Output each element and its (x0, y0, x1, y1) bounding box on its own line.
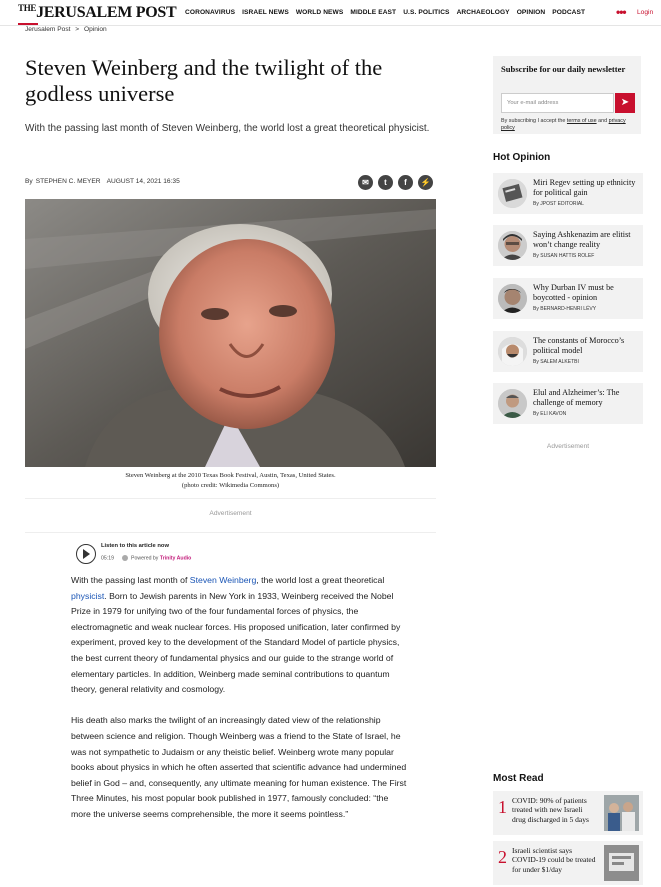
hot-opinion-author (533, 411, 566, 417)
most-read-title[interactable]: COVID: 90% of patients treated with new Israeli drug discharged in 5 days (512, 796, 589, 824)
audio-duration: 05:19 (101, 555, 114, 562)
newsletter-signup (493, 56, 641, 134)
divider (25, 532, 436, 533)
trinity-audio-link[interactable]: Trinity Audio (159, 555, 192, 562)
hot-opinion-author (533, 359, 579, 365)
breadcrumb-home[interactable]: Jerusalem Post (25, 26, 71, 33)
nav-item-podcast[interactable]: PODCAST (552, 9, 586, 16)
by-label: By (533, 201, 539, 207)
hot-opinion-heading: Hot Opinion (493, 152, 551, 163)
nav-item-world-news[interactable]: WORLD NEWS (295, 9, 344, 16)
main-nav (185, 9, 585, 16)
steven-weinberg-link[interactable]: Steven Weinberg (189, 575, 257, 585)
caption-text: Steven Weinberg at the 2010 Texas Book Festival, Austin, Texas, United States. (125, 472, 336, 479)
rank-number: 2 (498, 847, 507, 867)
hot-opinion-item[interactable] (493, 173, 643, 214)
login-link[interactable]: Login (637, 9, 654, 16)
newsletter-title: Subscribe for our daily newsletter (501, 64, 626, 74)
photo-credit: (photo credit: Wikimedia Commons) (181, 482, 280, 489)
text-run: . Born to Jewish parents in New York in 1933, Weinberg received the Nobel Prize in 1979 for unifying two of the four fundamental forces of physics, the electromagnetic and weak nuclear forces. His proposed unification, later confirmed by experiment, proved key to the development of the Standard Model of particle physics, the best current theory of fundamental physics and our guide to the strange world of elementary particles. In addition, Weinberg made seminal contributions to quantum theory, general relativity and cosmology. (71, 590, 401, 695)
twitter-share-icon[interactable]: t (378, 175, 393, 190)
author-avatar (498, 337, 527, 366)
article-subtitle: With the passing last month of Steven Weinberg, the world lost a great theoretical physicist. (25, 123, 430, 134)
site-logo[interactable] (18, 4, 176, 22)
breadcrumb-separator: > (75, 26, 80, 33)
portrait-illustration (25, 199, 436, 467)
logo-accent (18, 23, 38, 25)
top-navigation-bar (0, 0, 661, 26)
nav-item-opinion[interactable]: OPINION (516, 9, 546, 16)
by-label: By (533, 306, 539, 312)
subscribe-terms (501, 118, 639, 132)
author-name[interactable]: SALEM ALKETBI (540, 359, 579, 365)
hot-opinion-title[interactable]: Saying Ashkenazim are elitist won’t change reality (533, 230, 631, 249)
hot-opinion-item[interactable] (493, 383, 643, 424)
article-title: Steven Weinberg and the twilight of the godless universe (25, 55, 383, 106)
by-label: By (533, 359, 539, 365)
hot-opinion-title[interactable]: The constants of Morocco’s political model (533, 336, 625, 355)
physicist-link[interactable]: physicist (71, 590, 105, 601)
most-read-thumbnail[interactable] (604, 845, 639, 881)
advertisement-label: Advertisement (546, 443, 590, 450)
most-read-item[interactable] (493, 841, 643, 885)
share-buttons (358, 175, 433, 190)
author-avatar (498, 284, 527, 313)
by-label: By (533, 411, 539, 417)
author-name[interactable]: SUSAN HATTIS ROLEF (540, 253, 595, 259)
hot-opinion-item[interactable] (493, 331, 643, 372)
breadcrumb-section[interactable]: Opinion (84, 26, 107, 33)
text-run: With the passing last month of (71, 575, 190, 585)
privacy-policy-link[interactable]: privacy policy (501, 118, 626, 131)
publish-date: AUGUST 14, 2021 16:35 (106, 178, 180, 185)
hot-opinion-author (533, 306, 596, 312)
byline (25, 178, 180, 185)
nav-item-middle-east[interactable]: MIDDLE EAST (350, 9, 397, 16)
facebook-share-icon[interactable]: f (398, 175, 413, 190)
author-avatar (498, 179, 527, 208)
nav-item-archaeology[interactable]: ARCHAEOLOGY (456, 9, 510, 16)
hot-opinion-title[interactable]: Miri Regev setting up ethnicity for political gain (533, 178, 636, 197)
byline-prefix: By (25, 178, 33, 185)
advertisement-label: Advertisement (209, 510, 252, 517)
nav-item-coronavirus[interactable]: CORONAVIRUS (185, 9, 236, 16)
hot-opinion-item[interactable] (493, 278, 643, 319)
hot-opinion-author (533, 253, 594, 259)
play-icon[interactable] (76, 544, 96, 564)
email-share-icon[interactable]: ✉ (358, 175, 373, 190)
author-avatar (498, 389, 527, 418)
audio-listen-label: Listen to this article now (101, 543, 169, 549)
audio-logo-icon (122, 555, 128, 561)
article-paragraph (71, 573, 407, 698)
rank-number: 1 (498, 797, 507, 817)
text-run: By subscribing I accept the (501, 118, 567, 124)
powered-by-label: Powered by (130, 555, 159, 562)
logo-name: JERUSALEM POST (36, 4, 177, 21)
author-avatar (498, 231, 527, 260)
article-body (71, 573, 407, 838)
author-name[interactable]: ELI KAVON (540, 411, 567, 417)
author-link[interactable]: STEPHEN C. MEYER (35, 178, 101, 185)
most-read-heading: Most Read (493, 773, 544, 784)
nav-item-israel-news[interactable]: ISRAEL NEWS (242, 9, 289, 16)
by-label: By (533, 253, 539, 259)
hot-opinion-title[interactable]: Elul and Alzheimer’s: The challenge of memory (533, 388, 620, 407)
email-input[interactable]: Your e-mail address (501, 93, 614, 113)
text-run: and (596, 118, 609, 124)
hot-opinion-title[interactable]: Why Durban IV must be boycotted - opinion (533, 283, 614, 302)
most-read-thumbnail[interactable] (604, 795, 639, 831)
logo-prefix: THE (18, 3, 37, 13)
terms-of-use-link[interactable]: terms of use (566, 118, 597, 124)
most-read-title[interactable]: Israeli scientist says COVID-19 could be treated for under $1/day (512, 846, 596, 874)
audio-meta (101, 555, 191, 561)
more-menu-icon[interactable]: ••• (616, 5, 626, 19)
divider (25, 498, 436, 499)
article-paragraph: His death also marks the twilight of an increasingly dated view of the relationship between science and religion. Though Weinberg was a friend to the State of Israel, he was not sympathetic to Judaism or any theistic belief. Weinberg wrote many popular books about physics in which he often asserted that scientific advance had undermined belief in God – and, consequently, any ultimate meaning for human existence. The First Three Minutes, his most popular book published in 1977, famously concluded: “the more the universe seems comprehensible, the more it seems pointless.” (71, 715, 407, 819)
text-run: , the world lost a great theoretical (256, 575, 385, 585)
author-name[interactable]: BERNARD-HENRI LÉVY (540, 306, 597, 312)
article-main-photo (25, 199, 436, 467)
most-read-item[interactable] (493, 791, 643, 835)
photo-caption (25, 471, 436, 491)
breadcrumb (25, 26, 107, 33)
subscribe-submit-button[interactable]: ➤ (615, 93, 635, 113)
nav-item-us-politics[interactable]: U.S. POLITICS (403, 9, 450, 16)
author-name[interactable]: JPOST EDITORIAL (540, 201, 584, 207)
messenger-share-icon[interactable]: ⚡ (418, 175, 433, 190)
hot-opinion-author (533, 201, 584, 207)
hot-opinion-item[interactable] (493, 225, 643, 266)
